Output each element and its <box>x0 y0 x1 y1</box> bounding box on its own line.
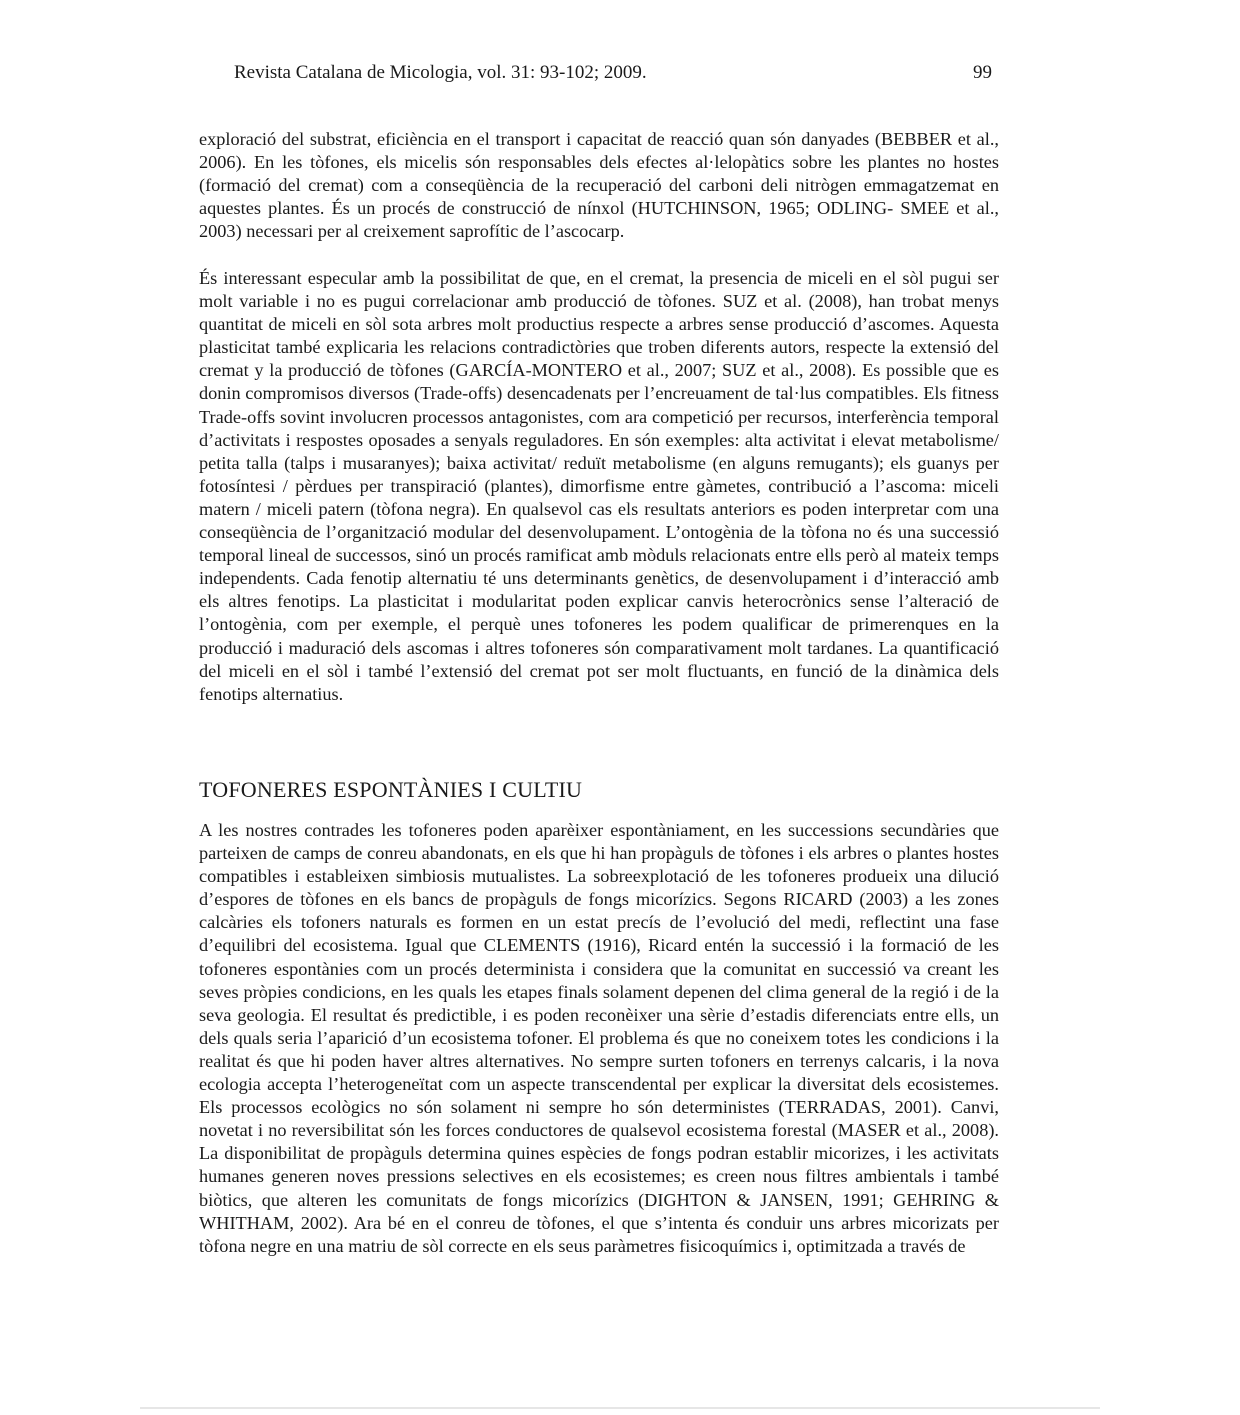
paragraph-3-block <box>199 819 999 1258</box>
journal-citation: Revista Catalana de Micologia, vol. 31: 93-102; 2009. <box>234 62 647 83</box>
paragraph-2-block <box>199 267 999 706</box>
paragraph-3: A les nostres contrades les tofoneres poden aparèixer espontàniament, en les successions secundàries que parteixen de camps de conreu abandonats, en els que hi han propàguls de tòfones i els arbres o plantes hostes compatibles i estableixen simbiosis mutualistes. La sobreexplotació de les tofoneres produeix una dilució d’espores de tòfones en els bancs de propàguls de fongs micorízics. Segons RICARD (2003) a les zones calcàries els tofoners naturals es formen en un estat precís de l’evolució del medi, reflectint una fase d’equilibri del ecosistema. Igual que CLEMENTS (1916), Ricard entén la successió i la formació de les tofoneres espontànies com un procés determinista i considera que la comunitat en successió va creant les seves pròpies condicions, en les quals les etapes finals solament depenen del clima general de la regió i de la seva geologia. El resultat és predictible, i es poden reconèixer una sèrie d’estadis diferenciats entre ells, un dels quals seria l’aparició d’un ecosistema tofoner. El problema és que no coneixem totes les condicions i la realitat és que hi poden haver altres alternatives. No sempre surten tofoners en terrenys calcaris, i la nova ecologia accepta l’heterogeneïtat com un aspecte transcendental per explicar la diversitat dels ecosistemes. Els processos ecològics no són solament ni sempre ho són deterministes (TERRADAS, 2001). Canvi, novetat i no reversibilitat són les forces conductores de qualsevol ecosistema forestal (MASER et al., 2008). La disponibilitat de propàguls determina quines espècies de fongs podran establir micorizes, i les activitats humanes generen noves pressions selectives en els ecosistemes; es creen nous filtres ambientals i també biòtics, que alteren les comunitats de fongs micorízics (DIGHTON & JANSEN, 1991; GEHRING & WHITHAM, 2002). Ara bé en el conreu de tòfones, el que s’intenta és conduir uns arbres micorizats per tòfona negre en una matriu de sòl correcte en els seus paràmetres fisicoquímics i, optimitzada a través de <box>199 820 999 1256</box>
paragraph-1: exploració del substrat, eficiència en el transport i capacitat de reacció quan són danyades (BEBBER et al., 2006). En les tòfones, els micelis són responsables dels efectes al·lelopàtics sobre les plantes no hostes (formació del cremat) com a conseqüència de la recuperació del carboni deli nitrògen emmagatzemat en aquestes plantes. És un procés de construcció de nínxol (HUTCHINSON, 1965; ODLING- SMEE et al., 2003) necessari per al creixement saprofític de l’ascocarp. <box>199 129 999 242</box>
page-number: 99 <box>973 62 992 83</box>
running-header <box>234 62 992 88</box>
bottom-scan-edge <box>140 1407 1100 1409</box>
section-heading: TOFONERES ESPONTÀNIES I CULTIU <box>199 777 583 802</box>
paragraph-2: És interessant especular amb la possibilitat de que, en el cremat, la presencia de miceli en el sòl pugui ser molt variable i no es pugui correlacionar amb producció de tòfones. SUZ et al. (2008), han trobat menys quantitat de miceli en sòl sota arbres molt productius respecte a arbres sense producció d’ascomes. Aquesta plasticitat també explicaria les relacions contradictòries que troben diferents autors, respecte la extensió del cremat y la producció de tòfones (GARCÍA-MONTERO et al., 2007; SUZ et al., 2008). Es possible que es donin compromisos diversos (Trade-offs) desencadenats per l’encreuament de tal·lus compatibles. Els fitness Trade-offs sovint involucren processos antagonistes, com ara competició per recursos, interferència temporal d’activitats i respostes oposades a senyals reguladores. En són exemples: alta activitat i elevat metabolisme/ petita talla (talps i musaranyes); baixa activitat/ reduït metabolisme (en alguns remugants); els guanys per fotosíntesi / pèrdues per transpiració (plantes), dimorfisme entre gàmetes, contribució a l’ascoma: miceli matern / miceli patern (tòfona negra). En qualsevol cas els resultats anteriors es poden interpretar com una conseqüència de l’organització modular del desenvolupament. L’ontogènia de la tòfona no és una successió temporal lineal de successos, sinó un procés ramificat amb mòduls relacionats entre ells però al mateix temps independents. Cada fenotip alternatiu té uns determinants genètics, de desenvolupament i d’interacció amb els altres fenotips. La plasticitat i modularitat poden explicar canvis heterocrònics sense l’alteració de l’ontogènia, com per exemple, el perquè unes tofoneres les podem qualificar de primerenques en la producció i maduració dels ascomas i altres tofoneres són comparativament molt tardanes. La quantificació del miceli en el sòl i també l’extensió del cremat pot ser molt fluctuants, en funció de la dinàmica dels fenotips alternatius. <box>199 268 999 704</box>
paragraph-1-block <box>199 128 999 243</box>
